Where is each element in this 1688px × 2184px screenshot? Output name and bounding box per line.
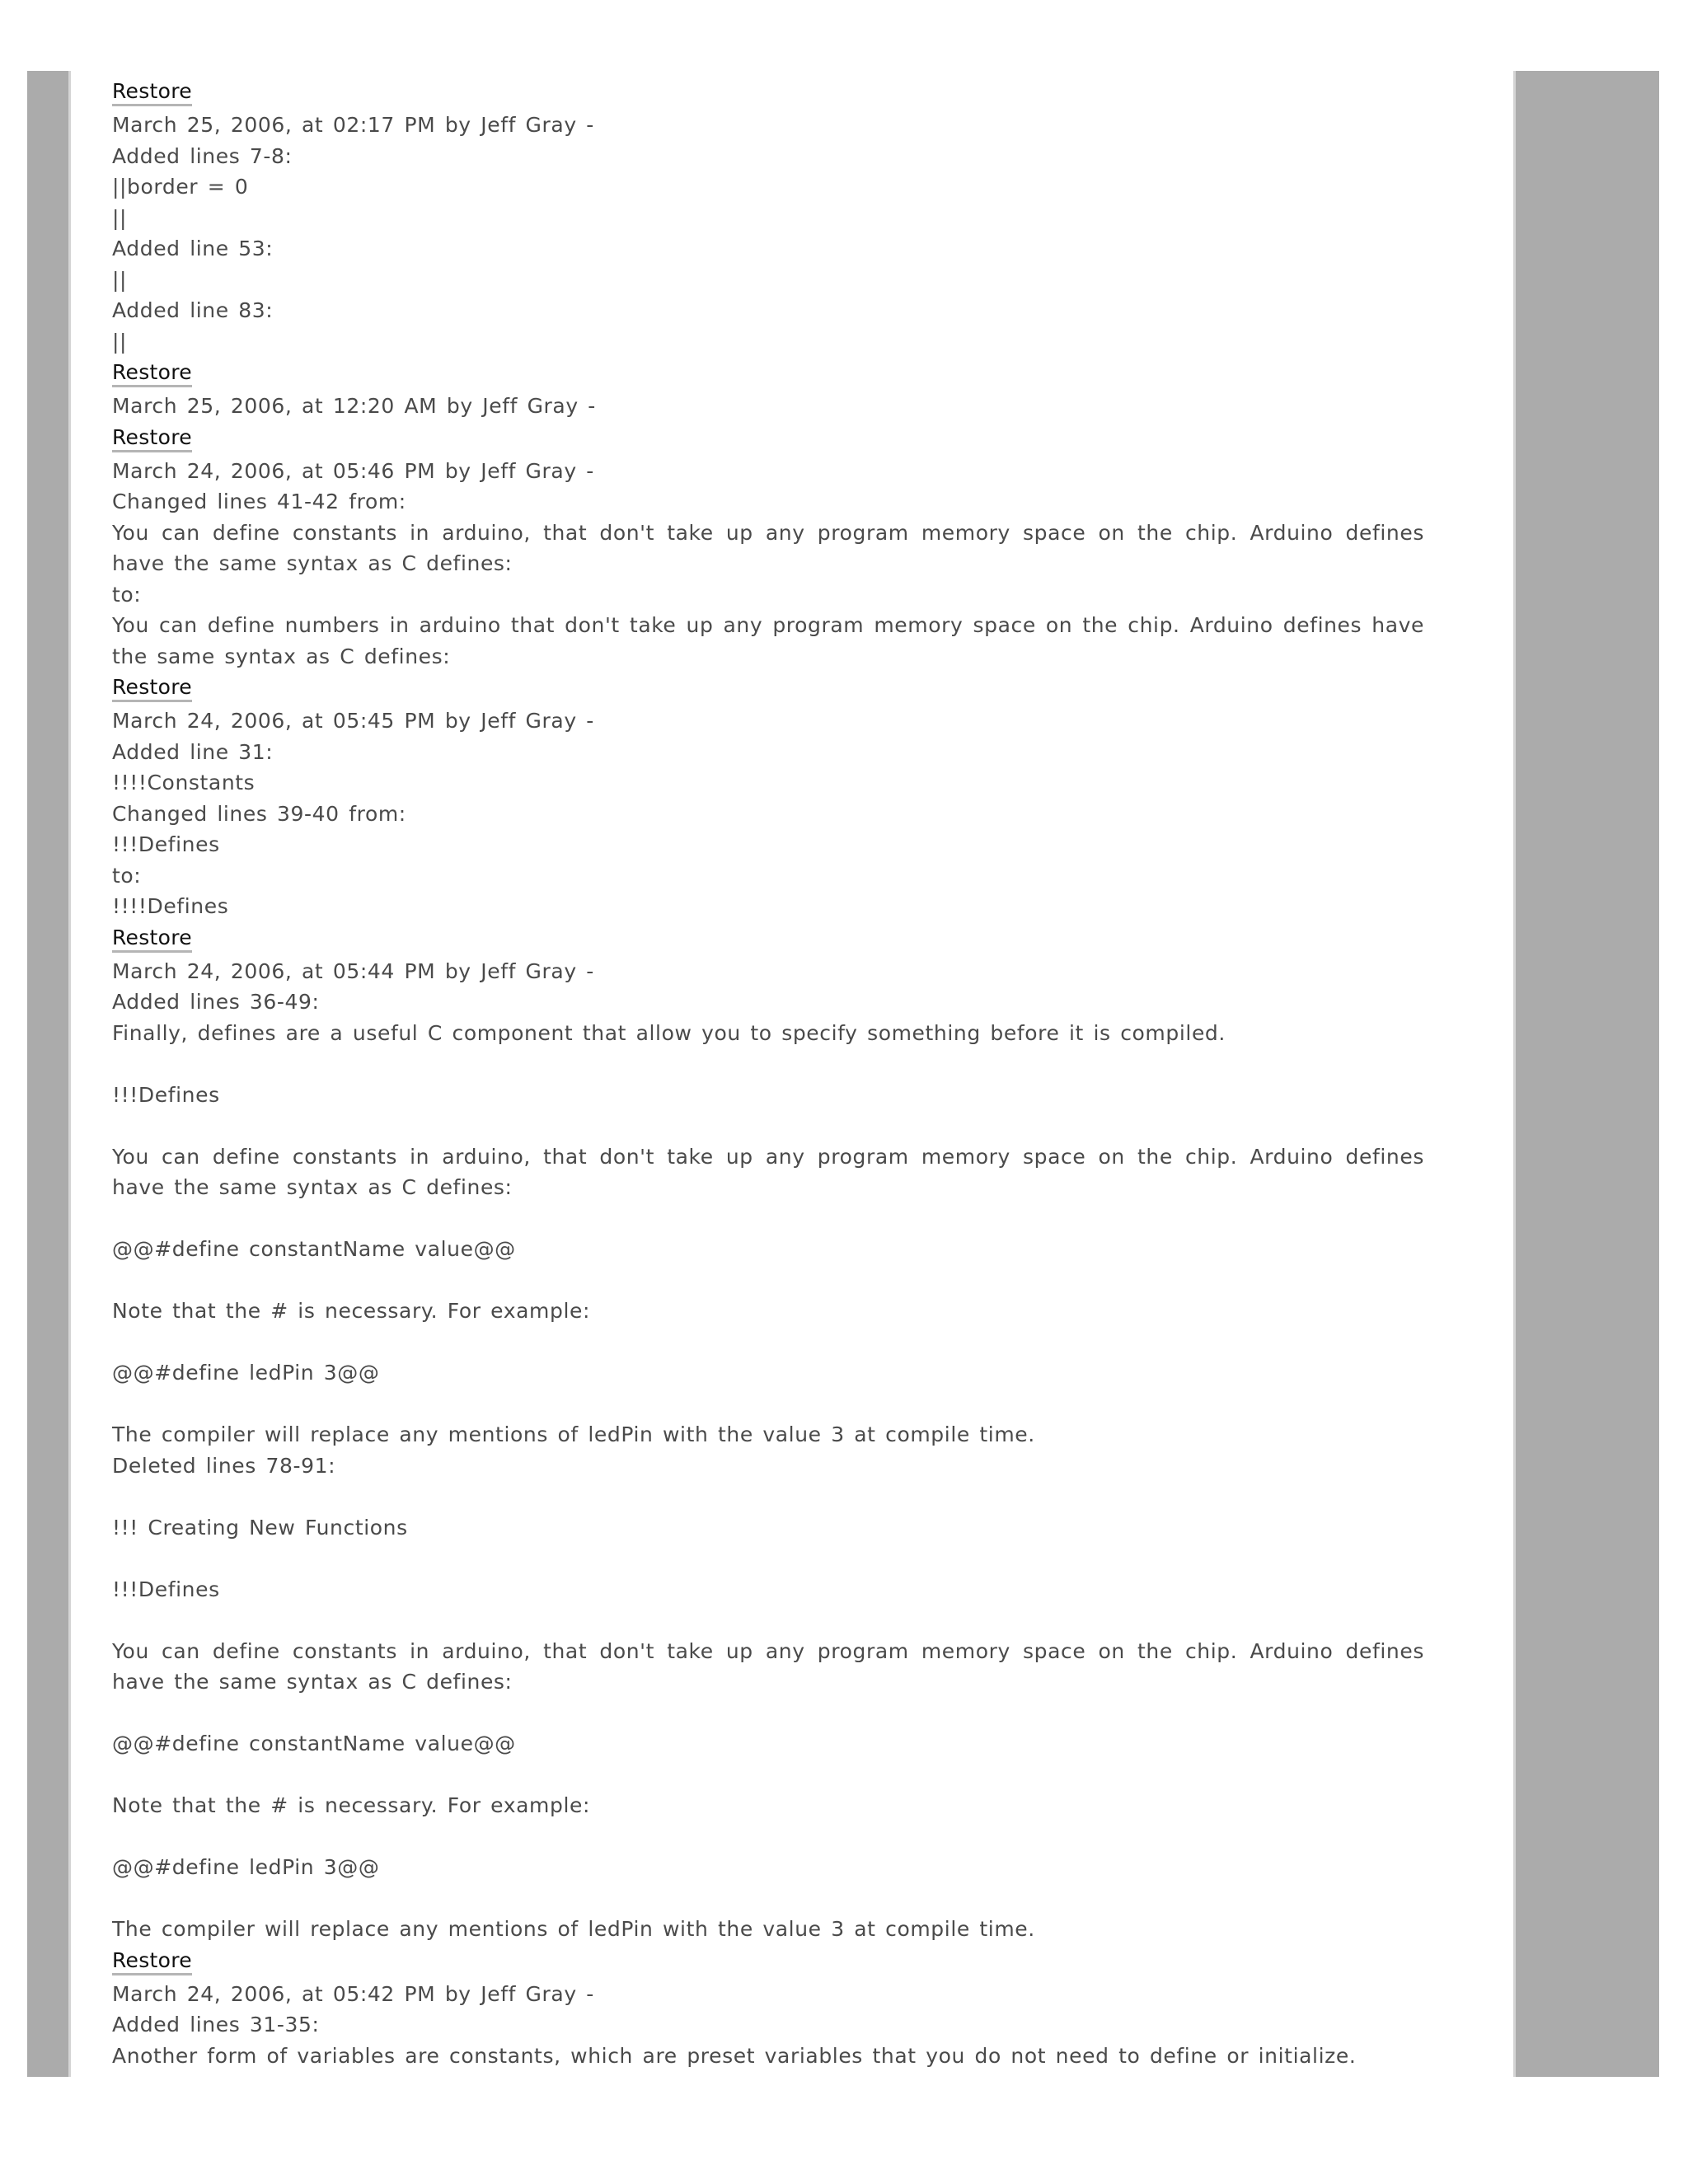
blank-line bbox=[112, 1821, 1424, 1853]
diff-line: @@#define constantName value@@ bbox=[112, 1732, 516, 1755]
diff-line: @@#define constantName value@@ bbox=[112, 1237, 516, 1261]
diff-line: || bbox=[112, 205, 128, 230]
blank-line bbox=[112, 1760, 1424, 1791]
history-entry bbox=[112, 922, 1434, 1945]
revision-meta: March 24, 2006, at 05:46 PM by Jeff Gray - bbox=[112, 458, 594, 483]
diff-line: @@#define ledPin 3@@ bbox=[112, 1361, 380, 1385]
diff-line: The compiler will replace any mentions of ledPin with the value 3 at compile time. bbox=[112, 1917, 1035, 1941]
diff-line: !!!!Constants bbox=[112, 771, 256, 794]
page-history-list bbox=[112, 76, 1434, 2071]
revision-meta: March 25, 2006, at 02:17 PM by Jeff Gray - bbox=[112, 113, 594, 137]
diff-line: ||border = 0 bbox=[112, 175, 249, 199]
restore-link-row bbox=[112, 357, 1424, 391]
diff-line: || bbox=[112, 267, 128, 292]
blank-line bbox=[112, 1543, 1424, 1574]
diff-line: You can define numbers in arduino that don't take up any program memory space on the chip. Arduino defines have the same syntax as C defines: bbox=[112, 613, 1434, 668]
diff-line: Changed lines 41-42 from: bbox=[112, 490, 406, 513]
diff-line: @@#define ledPin 3@@ bbox=[112, 1855, 380, 1879]
blank-line bbox=[112, 1110, 1424, 1141]
diff-line: Added line 53: bbox=[112, 237, 274, 260]
restore-link-row bbox=[112, 1945, 1424, 1979]
diff-line: Added line 31: bbox=[112, 739, 274, 764]
diff-line: !!!Defines bbox=[112, 832, 220, 856]
history-entry bbox=[112, 357, 1424, 422]
diff-line: You can define constants in arduino, that don't take up any program memory space on the chip. Arduino defines have the same syntax as C defines: bbox=[112, 1144, 1434, 1199]
restore-link[interactable]: Restore bbox=[112, 425, 192, 452]
restore-link-row bbox=[112, 672, 1424, 705]
blank-line bbox=[112, 1048, 1424, 1080]
diff-line: Deleted lines 78-91: bbox=[112, 1453, 336, 1478]
restore-link[interactable]: Restore bbox=[112, 1948, 192, 1975]
diff-line: Added lines 36-49: bbox=[112, 990, 320, 1014]
blank-line bbox=[112, 1481, 1424, 1512]
diff-line: Note that the # is necessary. For example: bbox=[112, 1793, 590, 1817]
restore-link[interactable]: Restore bbox=[112, 360, 192, 387]
diff-line: Finally, defines are a useful C component that allow you to specify something before it is compiled. bbox=[112, 1020, 1226, 1045]
diff-line: Added lines 31-35: bbox=[112, 2013, 320, 2036]
history-entry bbox=[112, 672, 1424, 922]
blank-line bbox=[112, 1605, 1424, 1636]
restore-link[interactable]: Restore bbox=[112, 675, 192, 702]
history-entry bbox=[112, 422, 1434, 673]
blank-line bbox=[112, 1389, 1424, 1420]
diff-line: Changed lines 39-40 from: bbox=[112, 801, 406, 826]
blank-line bbox=[112, 1327, 1424, 1358]
diff-line: to: bbox=[112, 863, 142, 888]
diff-line: The compiler will replace any mentions of ledPin with the value 3 at compile time. bbox=[112, 1422, 1035, 1446]
right-sidebar-bar bbox=[1513, 71, 1659, 2077]
diff-line: || bbox=[112, 329, 128, 354]
blank-line bbox=[112, 1698, 1424, 1729]
diff-line: Added lines 7-8: bbox=[112, 143, 293, 168]
restore-link-row bbox=[112, 422, 1424, 456]
restore-link[interactable]: Restore bbox=[112, 79, 192, 106]
diff-line: !!!Defines bbox=[112, 1577, 220, 1601]
left-sidebar-bar bbox=[27, 71, 71, 2077]
diff-line: Added line 83: bbox=[112, 298, 274, 322]
revision-meta: March 24, 2006, at 05:42 PM by Jeff Gray - bbox=[112, 1981, 594, 2006]
revision-meta: March 24, 2006, at 05:45 PM by Jeff Gray - bbox=[112, 709, 594, 733]
blank-line bbox=[112, 1203, 1424, 1235]
revision-meta: March 25, 2006, at 12:20 AM by Jeff Gray - bbox=[112, 394, 596, 418]
history-entry bbox=[112, 76, 1424, 357]
blank-line bbox=[112, 1883, 1424, 1915]
diff-line: !!!Defines bbox=[112, 1082, 220, 1107]
blank-line bbox=[112, 1265, 1424, 1296]
diff-line: Another form of variables are constants, which are preset variables that you do not need to define or initialize. bbox=[112, 2043, 1357, 2068]
history-entry bbox=[112, 1945, 1424, 2072]
diff-line: !!!!Defines bbox=[112, 894, 229, 918]
diff-line: You can define constants in arduino, that don't take up any program memory space on the chip. Arduino defines have the same syntax as C defines: bbox=[112, 520, 1434, 575]
restore-link-row bbox=[112, 76, 1424, 110]
revision-meta: March 24, 2006, at 05:44 PM by Jeff Gray - bbox=[112, 958, 594, 983]
restore-link-row bbox=[112, 922, 1424, 956]
diff-line: Note that the # is necessary. For example: bbox=[112, 1299, 590, 1323]
diff-line: to: bbox=[112, 582, 142, 607]
diff-line: You can define constants in arduino, that don't take up any program memory space on the chip. Arduino defines have the same syntax as C defines: bbox=[112, 1638, 1434, 1694]
restore-link[interactable]: Restore bbox=[112, 926, 192, 953]
diff-line: !!! Creating New Functions bbox=[112, 1515, 408, 1540]
